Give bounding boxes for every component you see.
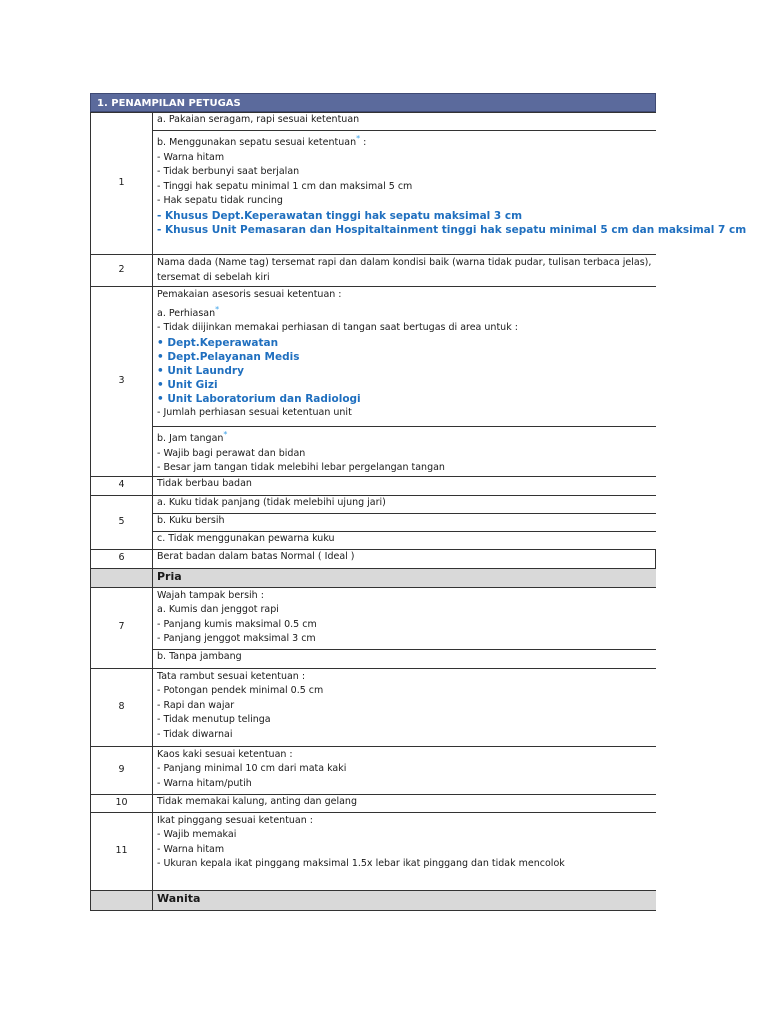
item-line: - Jumlah perhiasan sesuai ketentuan unit [157, 406, 352, 418]
checklist-sheet [90, 93, 747, 911]
row-number: 7 [91, 587, 153, 668]
section-spacer [91, 568, 153, 587]
row-text: b. Kuku bersih [153, 513, 656, 531]
table-row [91, 495, 656, 513]
table-row [91, 587, 656, 649]
row-number: 4 [91, 476, 153, 495]
row-number: 1 [91, 113, 153, 255]
row-text: Tidak memakai kalung, anting dan gelang [153, 794, 656, 812]
table-row [91, 649, 656, 668]
table-row [91, 746, 656, 794]
item-line-highlight: - Khusus Dept.Keperawatan tinggi hak sepatu maksimal 3 cm [157, 209, 523, 222]
row-number: 3 [91, 287, 153, 477]
unit-item: • Unit Gizi [157, 378, 218, 391]
unit-item: • Dept.Keperawatan [157, 336, 279, 349]
item-line-highlight: - Khusus Unit Pemasaran dan Hospitaltainment tinggi hak sepatu minimal 5 cm dan maksimal 7 cm [157, 223, 747, 236]
row-text [153, 287, 656, 427]
item-line: - Tidak berbunyi saat berjalan [157, 166, 300, 178]
row-text: Kaos kaki sesuai ketentuan : - Panjang minimal 10 cm dari mata kaki - Warna hitam/putih [153, 746, 656, 794]
table-row [91, 476, 656, 495]
row-number: 9 [91, 746, 153, 794]
item-title: b. Menggunakan sepatu sesuai ketentuan* : [157, 134, 367, 149]
row-text: a. Kuku tidak panjang (tidak melebihi ujung jari) [153, 495, 656, 513]
table-row [91, 668, 656, 746]
table-row [91, 812, 656, 890]
unit-item: • Unit Laundry [157, 364, 244, 377]
row-text [153, 427, 656, 477]
row-text: Wajah tampak bersih : a. Kumis dan jenggot rapi - Panjang kumis maksimal 0.5 cm - Panjang jenggot maksimal 3 cm [153, 587, 656, 649]
item-line: - Tidak diijinkan memakai perhiasan di tangan saat bertugas di area untuk : [157, 322, 518, 334]
row-text: b. Tanpa jambang [153, 649, 656, 668]
section-header: 1. PENAMPILAN PETUGAS [90, 93, 656, 112]
table-row [91, 427, 656, 477]
row-number: 2 [91, 255, 153, 287]
row-number: 5 [91, 495, 153, 549]
section-title: Wanita [153, 890, 656, 910]
item-line: Pemakaian asesoris sesuai ketentuan : [157, 289, 342, 300]
row-text: Nama dada (Name tag) tersemat rapi dan dalam kondisi baik (warna tidak pudar, tulisan terbaca jelas), tersemat di sebelah kiri [153, 255, 656, 287]
unit-item: • Unit Laboratorium dan Radiologi [157, 392, 361, 405]
row-text: Tata rambut sesuai ketentuan : - Potongan pendek minimal 0.5 cm - Rapi dan wajar - Tidak menutup telinga - Tidak diwarnai [153, 668, 656, 746]
item-line: - Hak sepatu tidak runcing [157, 195, 283, 207]
item-title: b. Jam tangan* [157, 430, 228, 445]
table-row [91, 287, 656, 427]
item-line: - Besar jam tangan tidak melebihi lebar pergelangan tangan [157, 462, 445, 474]
section-row-wanita [91, 890, 656, 910]
row-text: Ikat pinggang sesuai ketentuan : - Wajib memakai - Warna hitam - Ukuran kepala ikat pinggang maksimal 1.5x lebar ikat pinggang dan tidak mencolok [153, 812, 656, 890]
row-text: Berat badan dalam batas Normal ( Ideal ) [153, 549, 656, 568]
row-number: 6 [91, 549, 153, 568]
row-number: 11 [91, 812, 153, 890]
section-title: Pria [153, 568, 656, 587]
row-number: 8 [91, 668, 153, 746]
item-line: - Tinggi hak sepatu minimal 1 cm dan maksimal 5 cm [157, 180, 413, 192]
table-row [91, 131, 656, 255]
row-text: c. Tidak menggunakan pewarna kuku [153, 531, 656, 549]
table-row [91, 794, 656, 812]
table-row [91, 549, 656, 568]
item-line: - Wajib bagi perawat dan bidan [157, 447, 306, 459]
unit-item: • Dept.Pelayanan Medis [157, 350, 300, 363]
row-text [153, 131, 747, 255]
item-title: a. Perhiasan* [157, 304, 220, 319]
table-row [91, 255, 656, 287]
row-number: 10 [91, 794, 153, 812]
section-row-pria [91, 568, 656, 587]
table-row [91, 113, 656, 131]
section-spacer [91, 890, 153, 910]
table-row [91, 531, 656, 549]
checklist-table [90, 112, 747, 911]
item-line: - Warna hitam [157, 151, 225, 163]
row-text: Tidak berbau badan [153, 476, 656, 495]
table-row [91, 513, 656, 531]
row-text: a. Pakaian seragam, rapi sesuai ketentuan [153, 113, 656, 131]
